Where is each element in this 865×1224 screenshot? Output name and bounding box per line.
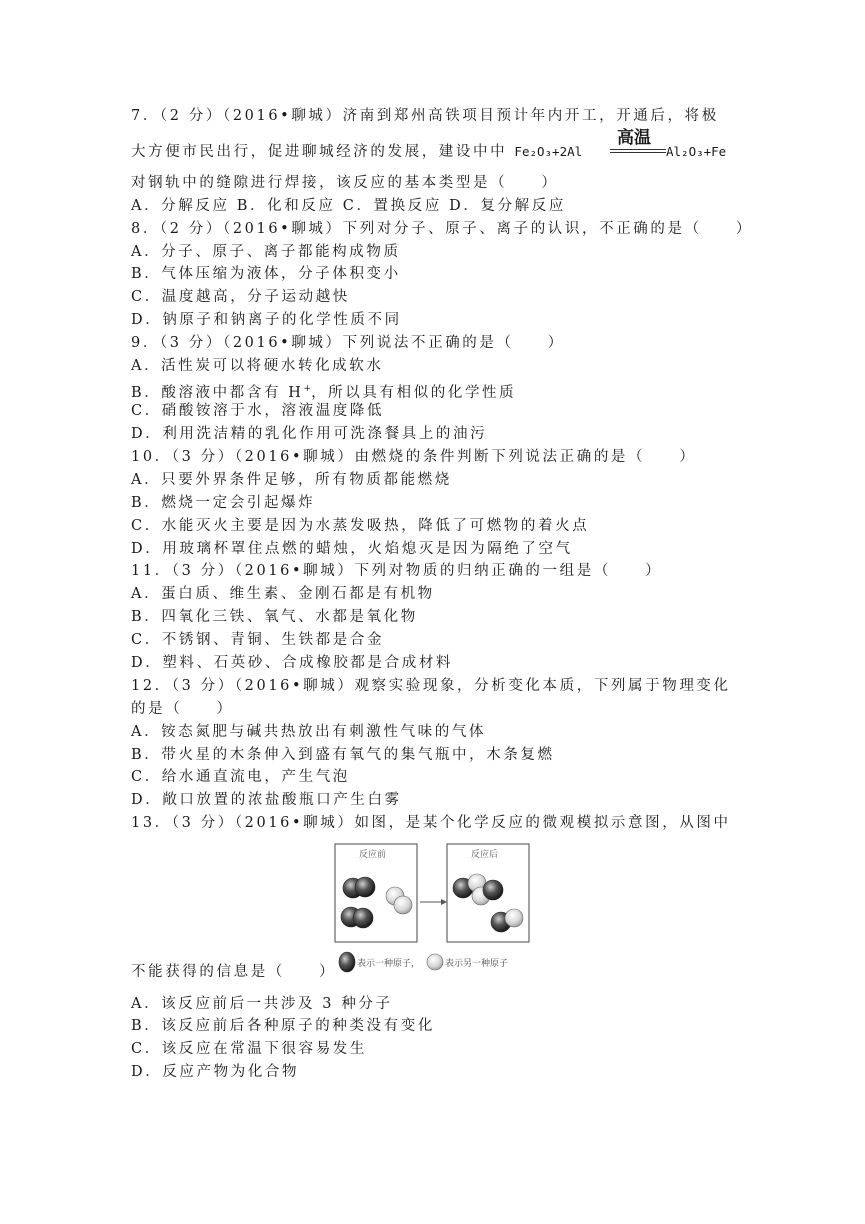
q11-option-c: C．不锈钢、青铜、生铁都是合金 <box>131 632 385 648</box>
diagram-legend <box>339 952 508 972</box>
q10-option-d: D．用玻璃杯罩住点燃的蜡烛，火焰熄灭是因为隔绝了空气 <box>131 541 573 557</box>
q13-option-b: B．该反应前后各种原子的种类没有变化 <box>131 1018 435 1034</box>
q10-option-a: A．只要外界条件足够，所有物质都能燃烧 <box>131 472 452 488</box>
after-reaction-label: 反应后 <box>471 850 499 860</box>
q12-stem-line2: 的是（ ） <box>131 701 234 717</box>
q10-option-c: C．水能灭火主要是因为水蒸发吸热，降低了可燃物的着火点 <box>131 518 590 534</box>
q12-option-b: B．带火星的木条伸入到盛有氧气的集气瓶中，木条复燃 <box>131 747 555 763</box>
q12-option-a: A．铵态氮肥与碱共热放出有刺激性气味的气体 <box>131 724 487 740</box>
q13-stem-line2: 不能获得的信息是（ ） <box>131 964 337 980</box>
q11-option-d: D．塑料、石英砂、合成橡胶都是合成材料 <box>131 655 454 671</box>
q13-stem-line1: 13．（3 分）（2016•聊城）如图，是某个化学反应的微观模拟示意图，从图中 <box>131 815 731 831</box>
reaction-diagram-svg <box>333 838 531 980</box>
q9-option-b-superscript: + <box>303 384 312 394</box>
q9-stem: 9．（3 分）（2016•聊城）下列说法不正确的是（ ） <box>131 335 565 351</box>
q11-option-a: A．蛋白质、维生素、金刚石都是有机物 <box>131 586 435 602</box>
before-molecule-dark-pair-1 <box>343 877 375 898</box>
q8-option-c: C．温度越高，分子运动越快 <box>131 289 350 305</box>
q8-option-b: B．气体压缩为液体，分子体积变小 <box>131 266 401 282</box>
q7-stem-line2-text: 大方便市民出行，促进聊城经济的发展，建设中中 <box>131 144 508 160</box>
q8-option-a: A．分子、原子、离子都能构成物质 <box>131 244 401 260</box>
q11-stem: 11．（3 分）（2016•聊城）下列对物质的归纳正确的一组是（ ） <box>131 563 663 579</box>
q7-equation-double-bar <box>610 149 666 153</box>
q11-option-b: B．四氧化三铁、氧气、水都是氧化物 <box>131 609 418 625</box>
q7-equation-left: Fe₂O₃+2Al <box>514 144 583 159</box>
before-reaction-label: 反应前 <box>359 850 387 860</box>
legend-dark-text: 表示一种原子， <box>357 959 421 969</box>
q13-option-c: C．该反应在常温下很容易发生 <box>131 1041 367 1057</box>
q13-option-a: A．该反应前后一共涉及 3 种分子 <box>131 996 393 1012</box>
legend-light-text: 表示另一种原子 <box>445 959 509 969</box>
q9-option-d: D．利用洗洁精的乳化作用可洗涤餐具上的油污 <box>131 426 488 442</box>
q9-option-b-text-rest: ，所以具有相似的化学性质 <box>311 385 517 401</box>
q12-option-c: C．给水通直流电，产生气泡 <box>131 769 350 785</box>
q9-option-c: C．硝酸铵溶于水，溶液温度降低 <box>131 403 385 419</box>
legend-light-atom <box>427 954 443 970</box>
q10-stem: 10．（3 分）（2016•聊城）由燃烧的条件判断下列说法正确的是（ ） <box>131 449 697 465</box>
q12-stem-line1: 12．（3 分）（2016•聊城）观察实验现象，分析变化本质，下列属于物理变化 <box>131 678 731 694</box>
reaction-arrow-head <box>441 899 447 905</box>
q9-option-b <box>131 379 516 403</box>
q7-reaction-condition: 高温 <box>617 128 651 148</box>
reaction-microscopic-diagram <box>333 838 531 980</box>
q8-option-d: D．钠原子和钠离子的化学性质不同 <box>131 312 402 328</box>
q10-option-b: B．燃烧一定会引起爆炸 <box>131 495 316 511</box>
q8-stem: 8．（2 分）（2016•聊城）下列对分子、原子、离子的认识，不正确的是（ ） <box>131 221 754 237</box>
q7-stem-line1: 7．（2 分）（2016•聊城）济南到郑州高铁项目预计年内开工，开通后，将极 <box>131 108 719 124</box>
q7-options: A．分解反应 B．化和反应 C．置换反应 D．复分解反应 <box>131 198 566 214</box>
before-molecule-dark-pair-2 <box>341 907 373 928</box>
q7-stem-line2 <box>131 142 582 162</box>
q9-option-b-text: B．酸溶液中都含有 H <box>131 385 304 401</box>
q12-option-d: D．敞口放置的浓盐酸瓶口产生白雾 <box>131 792 402 808</box>
q13-option-d: D．反应产物为化合物 <box>131 1064 300 1080</box>
legend-dark-atom <box>339 952 355 972</box>
q7-stem-line3: 对钢轨中的缝隙进行焊接，该反应的基本类型是（ ） <box>131 175 559 191</box>
q9-option-a: A．活性炭可以将硬水转化成软水 <box>131 358 384 374</box>
q7-equation-right: Al₂O₃+Fe <box>666 144 727 159</box>
